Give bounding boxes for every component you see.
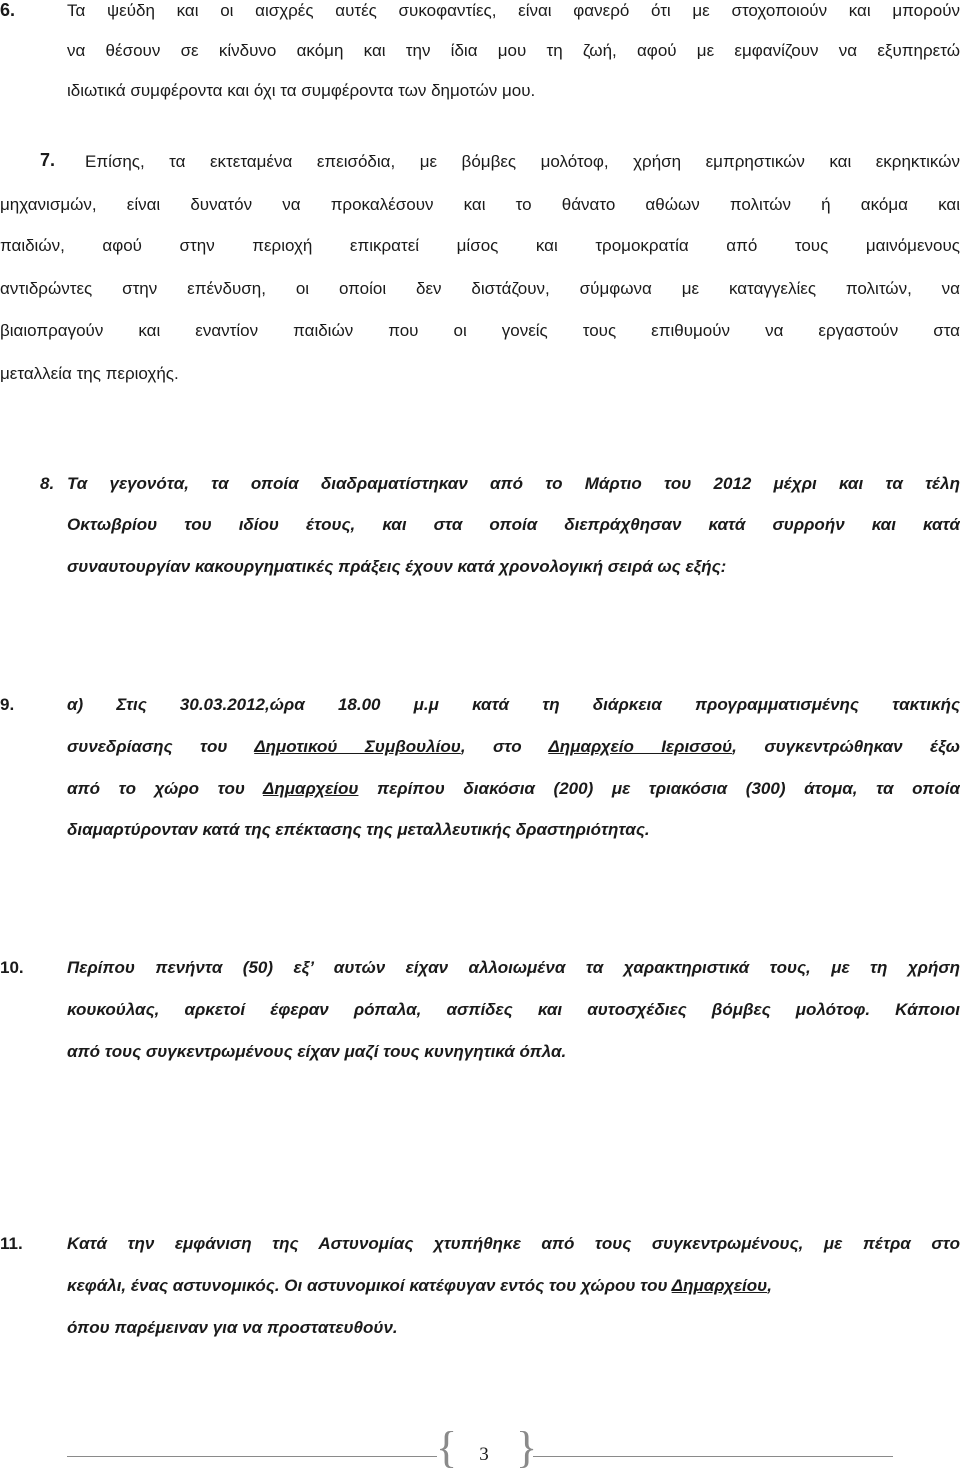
paragraph-number: 6. <box>0 0 16 20</box>
paragraph-line: Επίσης, τα εκτεταμένα επεισόδια, με βόμβες μολότοφ, χρήση εμπρηστικών και εκρηκτικών <box>85 152 960 171</box>
paragraph-line: όπου παρέμειναν για να προστατευθούν. <box>67 1318 398 1337</box>
paragraph-line: μεταλλεία της περιοχής. <box>0 364 179 383</box>
paragraph-line: βιαιοπραγούν και εναντίον παιδιών που οι γονείς τους επιθυμούν να εργαστούν στα <box>0 321 960 340</box>
text-run: περίπου διακόσια (200) με τριακόσια (300) άτομα, τα οποία <box>358 779 960 798</box>
paragraph-number: 11. <box>0 1234 23 1253</box>
page-number: 3 <box>479 1444 489 1465</box>
paragraph-number: 9. <box>0 695 15 714</box>
underlined-text: Δημαρχείου <box>671 1276 768 1295</box>
underlined-text: Δημαρχείου <box>262 779 359 798</box>
paragraph-line: συναυτουργίαν κακουργηματικές πράξεις έχουν κατά χρονολογική σειρά ως εξής: <box>67 557 727 576</box>
paragraph-line: Τα ψεύδη και οι αισχρές αυτές συκοφαντίες, είναι φανερό ότι με στοχοποιούν και μπορούν <box>67 1 960 20</box>
text-run: , συγκεντρώθηκαν έξω <box>732 737 960 756</box>
paragraph-line: α) Στις 30.03.2012,ώρα 18.00 μ.μ κατά τη διάρκεια προγραμματισμένης τακτικής <box>67 695 960 714</box>
paragraph-line: να θέσουν σε κίνδυνο ακόμη και την ίδια μου τη ζωή, αφού με εμφανίζουν να εξυπηρετώ <box>67 41 960 60</box>
paragraph-line <box>67 779 960 799</box>
paragraph-line: αντιδρώντες στην επένδυση, οι οποίοι δεν διστάζουν, σύμφωνα με καταγγελίες πολιτών, να <box>0 279 960 298</box>
paragraph-line: Κατά την εμφάνιση της Αστυνομίας χτυπήθηκε από τους συγκεντρωμένους, με πέτρα στο <box>67 1234 960 1253</box>
paragraph-number: 7. <box>40 150 56 170</box>
underlined-text: Δημαρχείο Ιερισσού <box>548 737 733 756</box>
paragraph-number: 8. <box>40 474 55 493</box>
text-run: κεφάλι, ένας αστυνομικός. Οι αστυνομικοί κατέφυγαν εντός του χώρου του <box>67 1276 672 1295</box>
paragraph-line: Περίπου πενήντα (50) εξ’ αυτών είχαν αλλοιωμένα τα χαρακτηριστικά τους, με τη χρήση <box>67 958 960 977</box>
footer-brace-right: } <box>516 1423 538 1472</box>
footer-rule-left <box>67 1456 437 1457</box>
text-run: , <box>767 1276 772 1295</box>
text-run: , στο <box>460 737 549 756</box>
paragraph-line: από τους συγκεντρωμένους είχαν μαζί τους κυνηγητικά όπλα. <box>67 1042 567 1061</box>
text-run: συνεδρίασης του <box>67 737 255 756</box>
paragraph-line: κουκούλας, αρκετοί έφεραν ρόπαλα, ασπίδες και αυτοσχέδιες βόμβες μολότοφ. Κάποιοι <box>67 1000 960 1019</box>
text-run: από το χώρο του <box>67 779 263 798</box>
paragraph-line: διαμαρτύρονταν κατά της επέκτασης της μεταλλευτικής δραστηριότητας. <box>67 820 650 839</box>
footer-brace-left: { <box>436 1423 458 1472</box>
page-footer <box>0 1420 960 1477</box>
footer-rule-right <box>533 1456 893 1457</box>
paragraph-line: μηχανισμών, είναι δυνατόν να προκαλέσουν και το θάνατο αθώων πολιτών ή ακόμα και <box>0 195 960 214</box>
paragraph-line <box>67 1276 960 1296</box>
paragraph-line: ιδιωτικά συμφέροντα και όχι τα συμφέροντα των δημοτών μου. <box>67 81 536 100</box>
paragraph-line: Οκτωβρίου του ιδίου έτους, και στα οποία διεπράχθησαν κατά συρροήν και κατά <box>67 515 960 534</box>
paragraph-line: Τα γεγονότα, τα οποία διαδραματίστηκαν από το Μάρτιο του 2012 μέχρι και τα τέλη <box>67 474 960 493</box>
paragraph-number: 10. <box>0 958 24 977</box>
underlined-text: Δημοτικού Συμβουλίου <box>254 737 461 756</box>
paragraph-line: παιδιών, αφού στην περιοχή επικρατεί μίσος και τρομοκρατία από τους μαινόμενους <box>0 236 960 255</box>
paragraph-line <box>67 737 960 757</box>
